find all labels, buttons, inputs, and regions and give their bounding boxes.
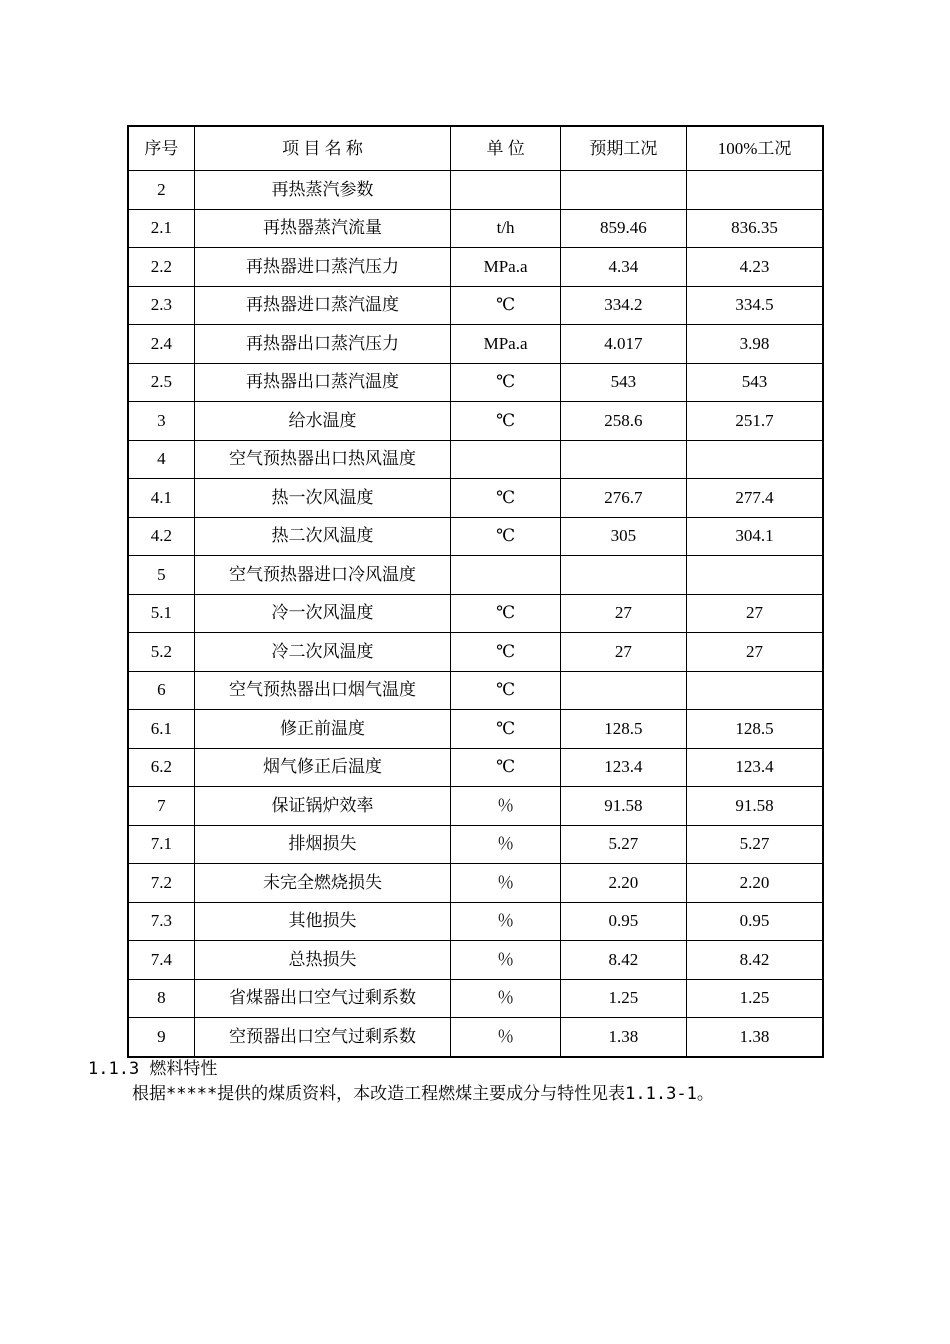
row-cell-unit: ％ — [451, 864, 560, 903]
row-cell-full-load — [687, 171, 823, 210]
row-cell-item: 再热器进口蒸汽温度 — [194, 286, 451, 325]
row-cell-no: 6.1 — [128, 710, 194, 749]
row-cell-full-load: 27 — [687, 633, 823, 672]
header-cell-full-load: 100%工况 — [687, 126, 823, 171]
row-cell-item: 保证锅炉效率 — [194, 787, 451, 826]
row-cell-unit — [451, 556, 560, 595]
table-row — [128, 902, 823, 941]
row-cell-unit: MPa.a — [451, 325, 560, 364]
row-cell-no: 2.5 — [128, 363, 194, 402]
row-cell-full-load — [687, 556, 823, 595]
row-cell-no: 9 — [128, 1018, 194, 1057]
row-cell-full-load — [687, 440, 823, 479]
table-row — [128, 748, 823, 787]
row-cell-unit: ℃ — [451, 594, 560, 633]
row-cell-no: 7.2 — [128, 864, 194, 903]
table-row — [128, 787, 823, 826]
row-cell-full-load: 27 — [687, 594, 823, 633]
row-cell-no: 4.2 — [128, 517, 194, 556]
row-cell-no: 2.2 — [128, 248, 194, 287]
row-cell-unit: ％ — [451, 902, 560, 941]
header-cell-item: 项 目 名 称 — [194, 126, 451, 171]
row-cell-item: 给水温度 — [194, 402, 451, 441]
row-cell-full-load: 543 — [687, 363, 823, 402]
row-cell-expected — [560, 171, 686, 210]
row-cell-full-load: 277.4 — [687, 479, 823, 518]
row-cell-item: 再热器出口蒸汽温度 — [194, 363, 451, 402]
row-cell-item: 修正前温度 — [194, 710, 451, 749]
row-cell-unit: ％ — [451, 825, 560, 864]
row-cell-expected: 91.58 — [560, 787, 686, 826]
row-cell-expected — [560, 671, 686, 710]
table-body — [128, 126, 823, 1057]
row-cell-item: 热一次风温度 — [194, 479, 451, 518]
row-cell-item: 未完全燃烧损失 — [194, 864, 451, 903]
row-cell-full-load: 123.4 — [687, 748, 823, 787]
row-cell-item: 烟气修正后温度 — [194, 748, 451, 787]
row-cell-full-load: 836.35 — [687, 209, 823, 248]
row-cell-unit — [451, 440, 560, 479]
table-row — [128, 363, 823, 402]
section-heading: 1.1.3 燃料特性 — [88, 1059, 218, 1079]
row-cell-item: 省煤器出口空气过剩系数 — [194, 979, 451, 1018]
row-cell-expected: 128.5 — [560, 710, 686, 749]
section-paragraph: 根据*****提供的煤质资料，本改造工程燃煤主要成分与特性见表1.1.3-1。 — [132, 1084, 714, 1104]
row-cell-expected: 123.4 — [560, 748, 686, 787]
row-cell-expected: 5.27 — [560, 825, 686, 864]
table-header-row — [128, 126, 823, 171]
row-cell-item: 再热蒸汽参数 — [194, 171, 451, 210]
table-row — [128, 325, 823, 364]
row-cell-unit: ℃ — [451, 479, 560, 518]
row-cell-expected: 4.017 — [560, 325, 686, 364]
boiler-parameters-table — [127, 125, 824, 1058]
row-cell-expected: 27 — [560, 594, 686, 633]
table-row — [128, 286, 823, 325]
table-row — [128, 402, 823, 441]
row-cell-expected: 258.6 — [560, 402, 686, 441]
row-cell-full-load: 1.38 — [687, 1018, 823, 1057]
row-cell-no: 7.4 — [128, 941, 194, 980]
row-cell-expected: 334.2 — [560, 286, 686, 325]
row-cell-unit — [451, 171, 560, 210]
row-cell-item: 再热器蒸汽流量 — [194, 209, 451, 248]
table-row — [128, 517, 823, 556]
row-cell-expected: 0.95 — [560, 902, 686, 941]
row-cell-expected: 276.7 — [560, 479, 686, 518]
row-cell-unit: ℃ — [451, 402, 560, 441]
row-cell-no: 5 — [128, 556, 194, 595]
row-cell-no: 2.1 — [128, 209, 194, 248]
row-cell-no: 2.4 — [128, 325, 194, 364]
row-cell-no: 5.1 — [128, 594, 194, 633]
row-cell-expected — [560, 440, 686, 479]
row-cell-no: 5.2 — [128, 633, 194, 672]
row-cell-full-load — [687, 671, 823, 710]
table-row — [128, 825, 823, 864]
row-cell-full-load: 2.20 — [687, 864, 823, 903]
row-cell-unit: ％ — [451, 787, 560, 826]
row-cell-full-load: 4.23 — [687, 248, 823, 287]
table-row — [128, 710, 823, 749]
row-cell-item: 空气预热器出口热风温度 — [194, 440, 451, 479]
table-row — [128, 1018, 823, 1057]
row-cell-unit: MPa.a — [451, 248, 560, 287]
row-cell-full-load: 304.1 — [687, 517, 823, 556]
row-cell-item: 冷一次风温度 — [194, 594, 451, 633]
row-cell-item: 再热器进口蒸汽压力 — [194, 248, 451, 287]
row-cell-no: 8 — [128, 979, 194, 1018]
row-cell-expected: 27 — [560, 633, 686, 672]
row-cell-unit: ℃ — [451, 633, 560, 672]
row-cell-expected — [560, 556, 686, 595]
table-row — [128, 171, 823, 210]
row-cell-full-load: 251.7 — [687, 402, 823, 441]
row-cell-item: 总热损失 — [194, 941, 451, 980]
table-row — [128, 594, 823, 633]
row-cell-full-load: 91.58 — [687, 787, 823, 826]
row-cell-full-load: 5.27 — [687, 825, 823, 864]
row-cell-full-load: 8.42 — [687, 941, 823, 980]
row-cell-item: 空气预热器进口冷风温度 — [194, 556, 451, 595]
row-cell-full-load: 334.5 — [687, 286, 823, 325]
row-cell-expected: 4.34 — [560, 248, 686, 287]
table-row — [128, 633, 823, 672]
row-cell-full-load: 1.25 — [687, 979, 823, 1018]
row-cell-unit: ％ — [451, 1018, 560, 1057]
row-cell-no: 4 — [128, 440, 194, 479]
row-cell-expected: 8.42 — [560, 941, 686, 980]
row-cell-item: 冷二次风温度 — [194, 633, 451, 672]
row-cell-expected: 2.20 — [560, 864, 686, 903]
row-cell-full-load: 3.98 — [687, 325, 823, 364]
table-row — [128, 556, 823, 595]
row-cell-expected: 1.38 — [560, 1018, 686, 1057]
row-cell-unit: ℃ — [451, 710, 560, 749]
table-row — [128, 979, 823, 1018]
table-row — [128, 671, 823, 710]
row-cell-unit: ℃ — [451, 517, 560, 556]
row-cell-unit: ％ — [451, 941, 560, 980]
table-row — [128, 440, 823, 479]
row-cell-unit: ℃ — [451, 363, 560, 402]
row-cell-item: 热二次风温度 — [194, 517, 451, 556]
row-cell-no: 6.2 — [128, 748, 194, 787]
row-cell-unit: ℃ — [451, 671, 560, 710]
table-row — [128, 941, 823, 980]
row-cell-unit: ％ — [451, 979, 560, 1018]
row-cell-expected: 543 — [560, 363, 686, 402]
row-cell-no: 4.1 — [128, 479, 194, 518]
row-cell-unit: ℃ — [451, 748, 560, 787]
table-row — [128, 479, 823, 518]
table-row — [128, 864, 823, 903]
row-cell-item: 排烟损失 — [194, 825, 451, 864]
header-cell-expected: 预期工况 — [560, 126, 686, 171]
row-cell-no: 6 — [128, 671, 194, 710]
row-cell-no: 3 — [128, 402, 194, 441]
header-cell-no: 序号 — [128, 126, 194, 171]
row-cell-expected: 1.25 — [560, 979, 686, 1018]
header-cell-unit: 单 位 — [451, 126, 560, 171]
row-cell-unit: ℃ — [451, 286, 560, 325]
row-cell-no: 2 — [128, 171, 194, 210]
table-row — [128, 248, 823, 287]
row-cell-no: 2.3 — [128, 286, 194, 325]
row-cell-unit: t/h — [451, 209, 560, 248]
row-cell-no: 7.3 — [128, 902, 194, 941]
row-cell-no: 7.1 — [128, 825, 194, 864]
row-cell-item: 空气预热器出口烟气温度 — [194, 671, 451, 710]
row-cell-expected: 859.46 — [560, 209, 686, 248]
row-cell-item: 其他损失 — [194, 902, 451, 941]
row-cell-no: 7 — [128, 787, 194, 826]
row-cell-full-load: 0.95 — [687, 902, 823, 941]
row-cell-expected: 305 — [560, 517, 686, 556]
row-cell-item: 再热器出口蒸汽压力 — [194, 325, 451, 364]
row-cell-item: 空预器出口空气过剩系数 — [194, 1018, 451, 1057]
table-row — [128, 209, 823, 248]
row-cell-full-load: 128.5 — [687, 710, 823, 749]
